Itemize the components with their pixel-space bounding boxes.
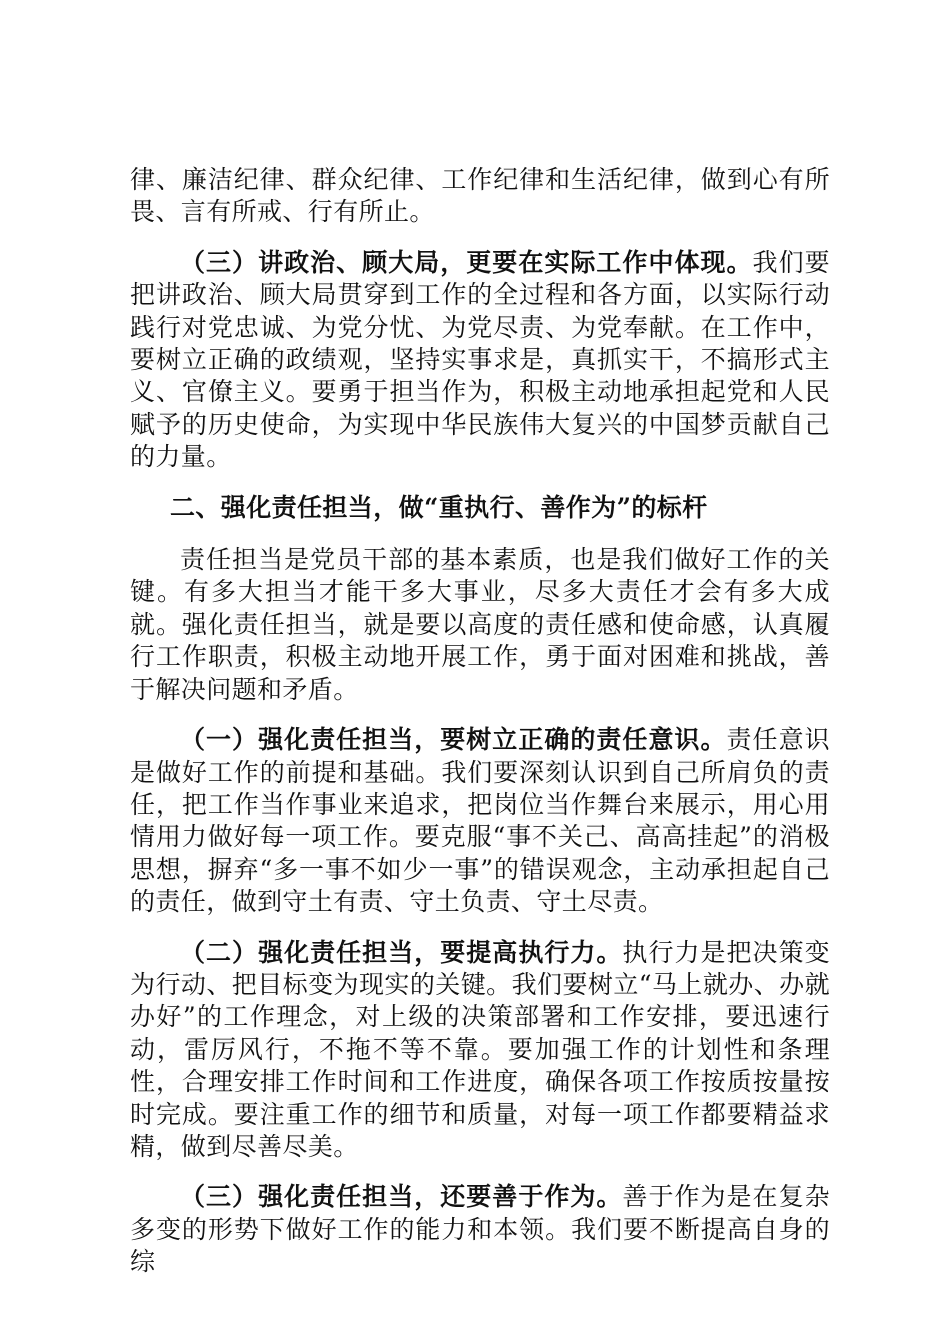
paragraph-lead: （三）强化责任担当，还要善于作为。 (180, 1182, 623, 1212)
paragraph-continued: 律、廉洁纪律、群众纪律、工作纪律和生活纪律，做到心有所畏、言有所戒、行有所止。 (130, 165, 830, 227)
paragraph-lead: （二）强化责任担当，要提高执行力。 (180, 937, 623, 967)
paragraph-text: 执行力是把决策变为行动、把目标变为现实的关键。我们要树立“马上就办、办就办好”的工作理念，对上级的决策部署和工作安排，要迅速行动，雷厉风行，不拖不等不靠。要加强工作的计划性和条理性，合理安排工作时间和工作进度，确保各项工作按质按量按时完成。要注重工作的细节和质量，对每一项工作都要精益求精，做到尽善尽美。 (130, 937, 830, 1161)
paragraph-text: 我们要把讲政治、顾大局贯穿到工作的全过程和各方面，以实际行动践行对党忠诚、为党分忧、为党尽责、为党奉献。在工作中，要树立正确的政绩观，坚持实事求是，真抓实干，不搞形式主义、官僚主义。要勇于担当作为，积极主动地承担起党和人民赋予的历史使命，为实现中华民族伟大复兴的中国梦贡献自己的力量。 (130, 247, 830, 472)
section-heading-2: 二、强化责任担当，做“重执行、善作为”的标杆 (170, 492, 708, 522)
paragraph-section-1-3 (130, 247, 830, 474)
paragraph-lead: （三）讲政治、顾大局，更要在实际工作中体现。 (180, 247, 753, 277)
paragraph-text: 责任意识是做好工作的前提和基础。我们要深刻认识到自己所肩负的责任，把工作当作事业来追求，把岗位当作舞台来展示，用心用情用力做好每一项工作。要克服“事不关己、高高挂起”的消极思想，摒弃“多一事不如少一事”的错误观念，主动承担起自己的责任，做到守土有责、守土负责、守土尽责。 (130, 725, 830, 917)
document-body (130, 164, 830, 1297)
paragraph-section-2-intro: 责任担当是党员干部的基本素质，也是我们做好工作的关键。有多大担当才能干多大事业，尽多大责任才会有多大成就。强化责任担当，就是要以高度的责任感和使命感，认真履行工作职责，积极主动地开展工作，勇于面对困难和挑战，善于解决问题和矛盾。 (130, 545, 830, 704)
paragraph-section-2-3 (130, 1181, 830, 1278)
paragraph-lead: （一）强化责任担当，要树立正确的责任意识。 (180, 725, 727, 755)
paragraph-text: 善于作为是在复杂多变的形势下做好工作的能力和本领。我们要不断提高自身的综 (130, 1182, 830, 1277)
paragraph-section-2-2 (130, 937, 830, 1164)
paragraph-section-2-1 (130, 724, 830, 918)
